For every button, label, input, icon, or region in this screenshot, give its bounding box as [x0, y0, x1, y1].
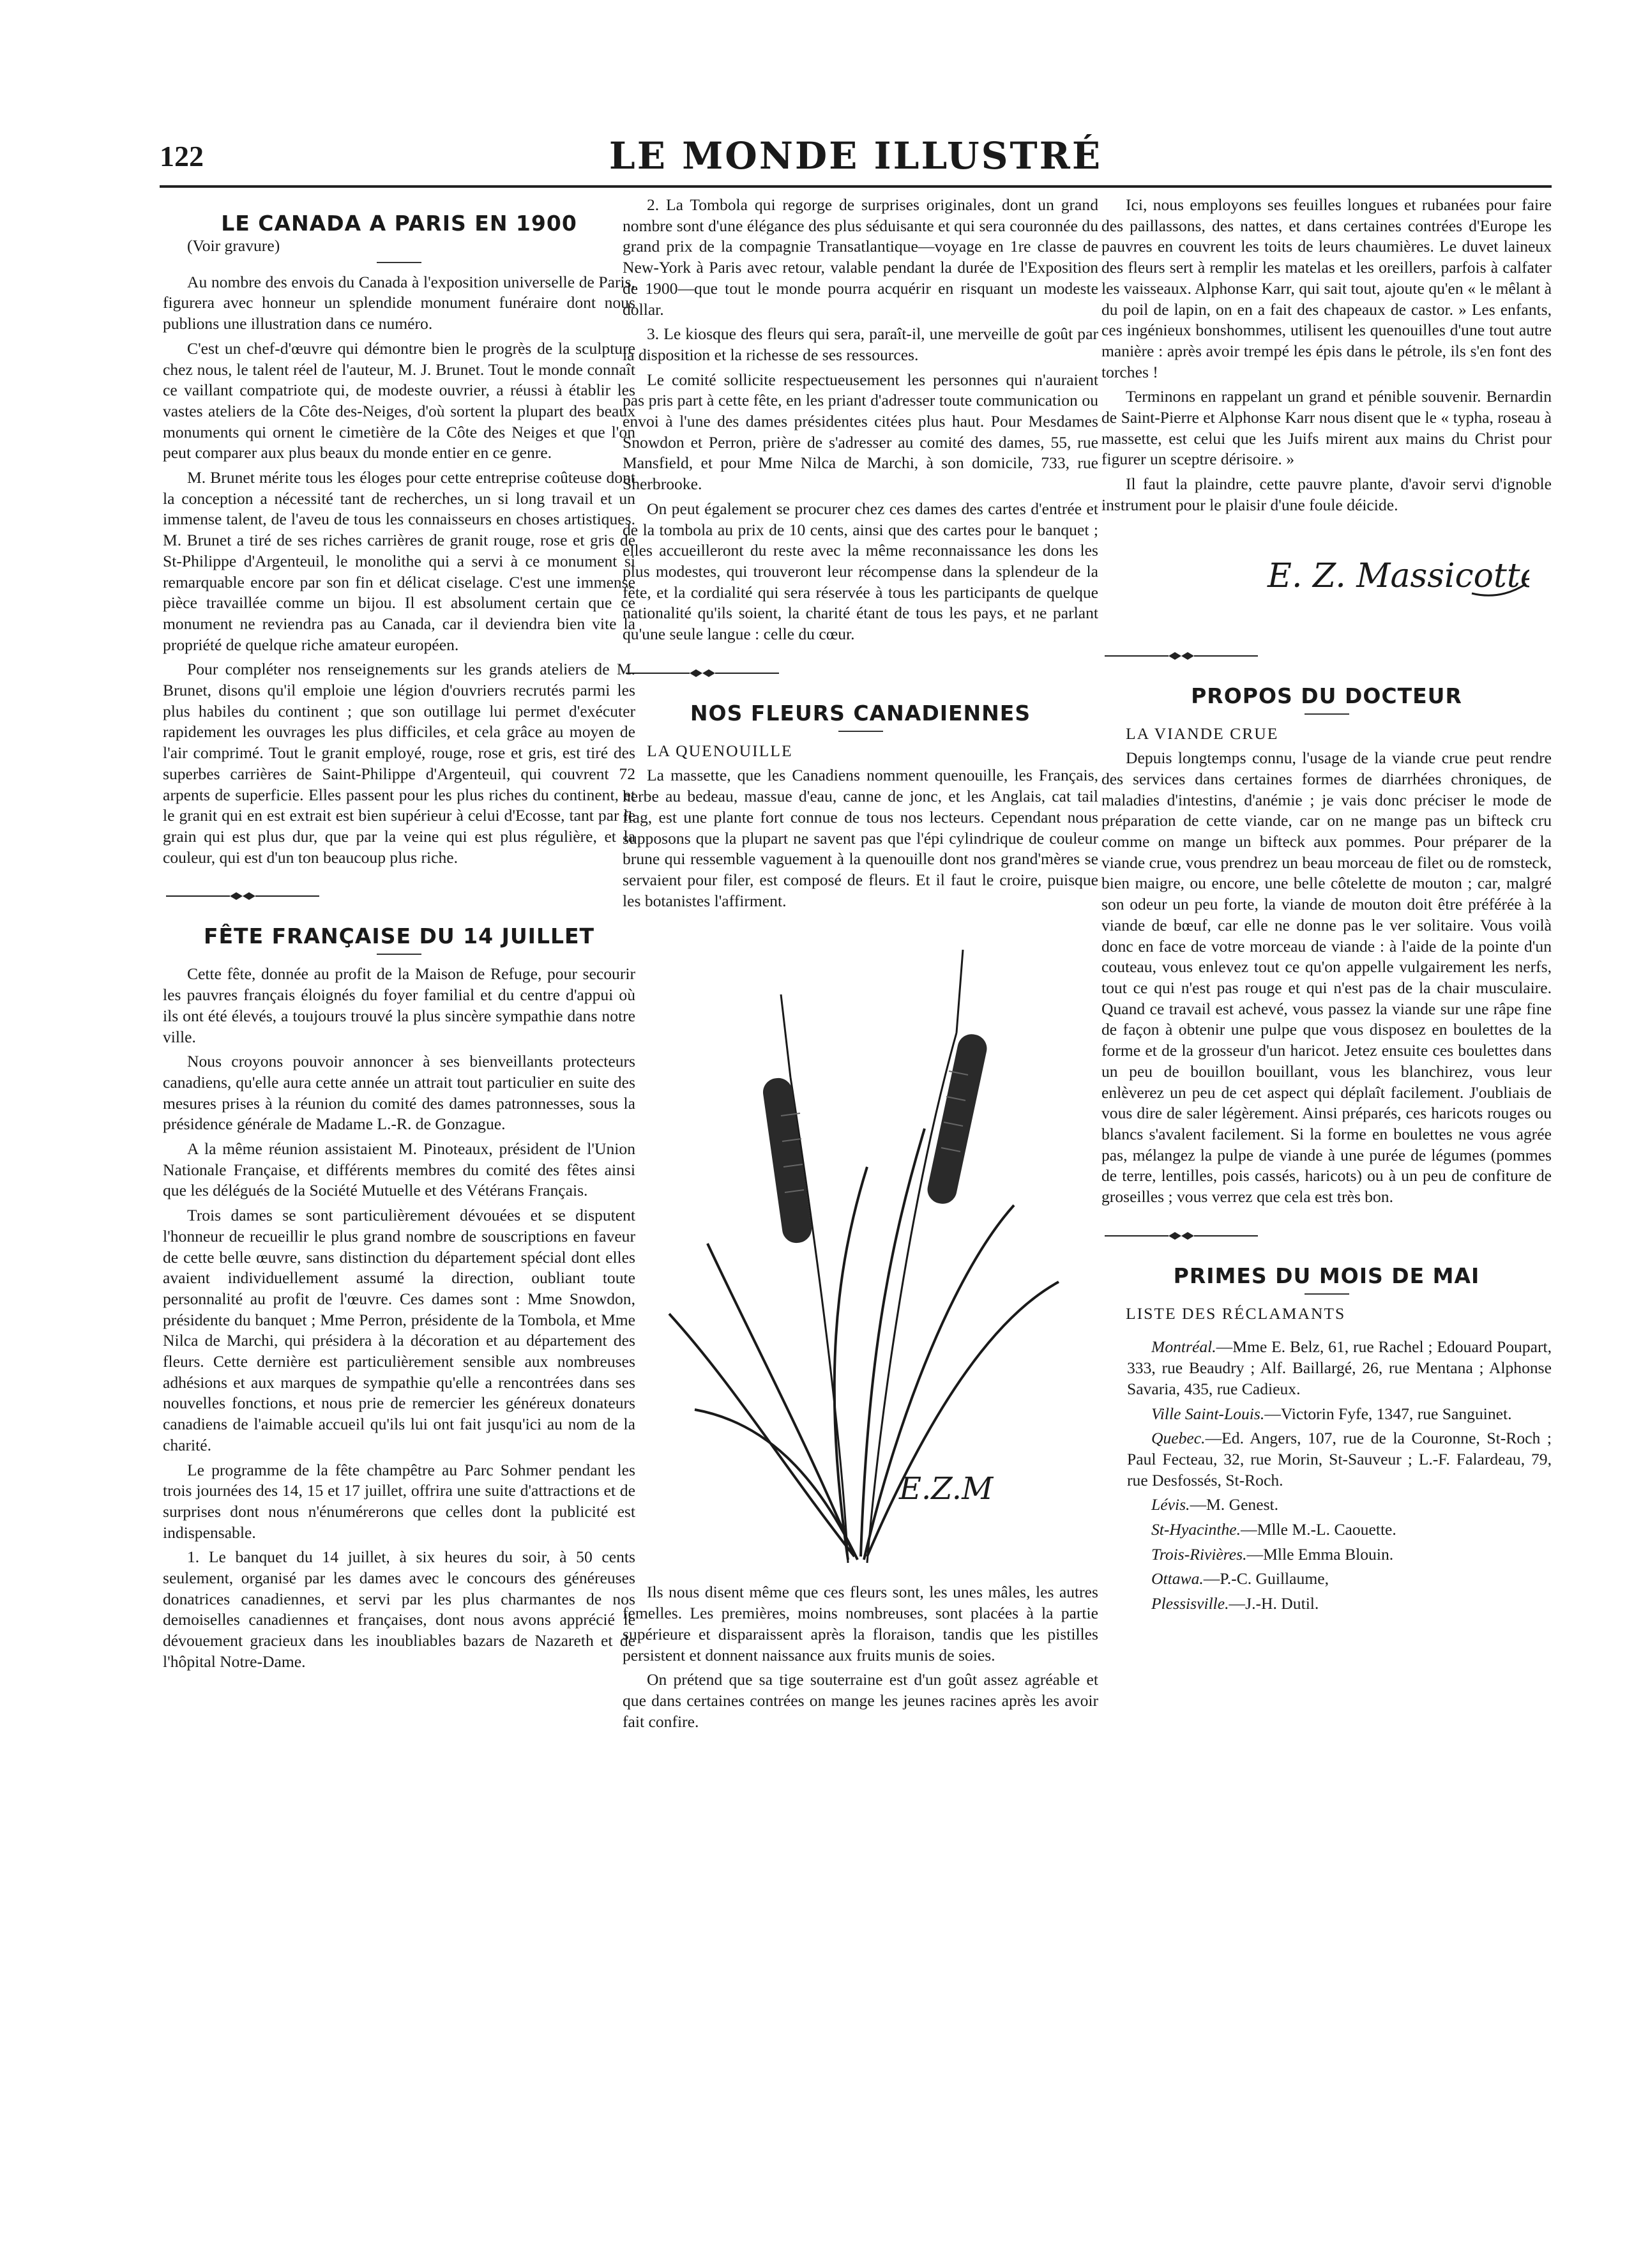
claim-place: Ottawa. — [1151, 1569, 1204, 1588]
title-rule — [1305, 1293, 1349, 1295]
article-subtitle-viande-crue: LA VIANDE CRUE — [1126, 724, 1279, 743]
claim-place: Trois-Rivières. — [1151, 1544, 1247, 1564]
ornament-divider-icon — [623, 667, 782, 680]
masthead — [160, 134, 1552, 184]
claim-names: —Mme E. Belz, 61, rue Rachel ; Edouard Poupart, 333, rue Beaudry ; Alf. Baillargé, 26, rue Mentana ; Alphonse Savaria, 435, rue Cadieux. — [1127, 1337, 1552, 1398]
claim-entry — [1101, 1519, 1552, 1541]
paragraph: Cette fête, donnée au profit de la Maison de Refuge, pour secourir les pauvres français éloignés du foyer familial et du centre d'appui où ils ont été élevés, a toujours trouvé la plus sincère sympathie dans notre ville. — [163, 964, 635, 1046]
claim-names: —M. Genest. — [1190, 1495, 1279, 1514]
paragraph: Trois dames se sont particulièrement dévouées et se disputent l'honneur de recueillir le plus grand nombre de souscriptions en faveur de cette belle œuvre, sans distinction du département spécial dont elles avaient individuellement assumé la direction, oubliant toute personnalité au profit de l'œuvre. Ces dames sont : Mme Snowdon, présidente du banquet ; Mme Perron, présidente de la Tombola, et Mme Nilca de Marchi, qui présidera à la décoration et au département des fleurs. Cette dernière est particulièrement sensible aux nombreuses adhésions et aux marques de sympathie qu'elle a rencontrées dans ses nouvelles fonctions, et nous prie de remercier les généreux donateurs canadiens de l'aimable accueil qu'ils lui ont fait jusqu'ici au nom de la charité. — [163, 1206, 635, 1454]
illustration-monogram: E.Z.M — [898, 1471, 993, 1507]
paragraph: Ils nous disent même que ces fleurs sont, les unes mâles, les autres femelles. Les premières, moins nombreuses, sont placées à la partie supérieure et disparaissent après la floraison, tandis que les pistilles persistent et donnent naissance aux fruits munis de soies. — [623, 1583, 1098, 1664]
claim-names: —J.-H. Dutil. — [1229, 1594, 1319, 1613]
article-title-propos-docteur: PROPOS DU DOCTEUR — [1191, 683, 1462, 708]
article-subtitle-voir-gravure: (Voir gravure) — [187, 236, 280, 255]
title-rule — [377, 262, 421, 263]
ornament-divider-icon — [163, 890, 322, 902]
article-title-primes-mai: PRIMES DU MOIS DE MAI — [1173, 1263, 1480, 1288]
column-1 — [163, 195, 635, 2226]
article-subtitle-quenouille: LA QUENOUILLE — [647, 741, 793, 760]
paragraph: Il faut la plaindre, cette pauvre plante, d'avoir servi d'ignoble instrument pour le plaisir d'une foule déicide. — [1101, 475, 1552, 514]
claim-entry — [1101, 1428, 1552, 1491]
paragraph: La massette, que les Canadiens nomment quenouille, les Français, herbe au bedeau, massue d'eau, canne de jonc, et les Anglais, cat tail flag, est une plante fort connue de tous nos lecteurs. Cependant nous supposons que la plupart ne savent pas que l'épi cylindrique de couleur brune qui ressemble vaguement à la quenouille dont nos grand'mères se servaient pour filer, est composé de fleurs. Et il faut le croire, puisque les botanistes l'affirment. — [623, 766, 1098, 910]
ornament-divider-icon — [1101, 650, 1261, 662]
paragraph: Le comité sollicite respectueusement les personnes qui n'auraient pas pris part à cette fête, en les priant d'adresser toute communication ou envoi à l'une des dames présidentes citées plus haut. Pour Mesdames Snowdon et Perron, prière de s'adresser au comité des dames, 55, rue Mansfield, et pour Mme Nilca de Marchi, à son domicile, 733, rue Sherbrooke. — [623, 370, 1098, 494]
title-rule — [1305, 713, 1349, 715]
paragraph: M. Brunet mérite tous les éloges pour cette entreprise coûteuse dont la conception a nécessité tant de recherches, un si long travail et un immense talent, de l'aveu de tous les connaisseurs en choses artistiques. M. Brunet a tiré de ses riches carrières de granit rouge, rose et gris de St-Philippe d'Argenteuil, le monolithe qui a servi à ce monument si remarquable encore par son fin et délicat ciselage. C'est une immense pièce travaillée comme un bijou. Il est absolument certain que ce monument ne reviendra pas au Canada, car il deviendra bien vite la propriété de quelque riche amateur européen. — [163, 468, 635, 654]
cattail-illustration — [656, 924, 1065, 1569]
paragraph: Pour compléter nos renseignements sur les grands ateliers de M. Brunet, disons qu'il emploie une légion d'ouvriers recrutés parmi les plus habiles du continent ; que son outillage lui permet d'exécuter rapidement les ouvrages les plus difficiles, et cela grâce au moyen de l'air comprimé. Tout le granit employé, rouge, rose et gris, est tiré des superbes carrières de Saint-Philippe d'Argenteuil, qui couvrent 72 arpents de superficie. Elles passent pour les plus riches du continent, et le granit qui en est extrait est bien supérieur à celui d'Ecosse, tant par le grain qui est plus dur, que par la veine qui est plus régulière, et la couleur, qui est d'un ton beaucoup plus riche. — [163, 660, 635, 867]
masthead-rule — [160, 185, 1552, 188]
claim-place: St-Hyacinthe. — [1151, 1520, 1241, 1539]
claim-entry — [1101, 1594, 1552, 1615]
ornament-divider-icon — [1101, 1229, 1261, 1242]
journal-title: LE MONDE ILLUSTRÉ — [609, 134, 1103, 178]
claim-names: —Mlle M.-L. Caouette. — [1241, 1520, 1396, 1539]
claim-place: Ville Saint-Louis. — [1151, 1404, 1265, 1423]
paragraph: 2. La Tombola qui regorge de surprises originales, dont un grand nombre sont d'une élégance des plus séduisante et qui sera couronnée du grand prix de la compagnie Transatlantique—voyage en 1re classe de New-York à Paris avec retour, valable pendant la durée de l'Exposition de 1900—que tout le monde pourra acquérir en risquant un modeste dollar. — [623, 195, 1098, 319]
claim-place: Lévis. — [1151, 1495, 1190, 1514]
claim-place: Montréal. — [1151, 1337, 1216, 1357]
claim-names: —P.-C. Guillaume, — [1203, 1569, 1329, 1588]
paragraph: 3. Le kiosque des fleurs qui sera, paraît-il, une merveille de goût par la disposition et la richesse de ses ressources. — [623, 324, 1098, 364]
paragraph: Terminons en rappelant un grand et pénible souvenir. Bernardin de Saint-Pierre et Alphonse Karr nous disent que le « typha, roseau à massette, est celui que les Juifs mirent aux mains du Christ pour figurer un sceptre dérisoire. » — [1101, 387, 1552, 469]
article-title-nos-fleurs: NOS FLEURS CANADIENNES — [690, 700, 1031, 726]
title-rule — [838, 731, 883, 732]
claim-place: Quebec. — [1151, 1429, 1206, 1448]
paragraph: 1. Le banquet du 14 juillet, à six heures du soir, à 50 cents seulement, organisé par les dames avec le concours des généreuses donatrices canadiennes, et servi par les plus charmantes de nos demoiselles canadiennes et françaises, dont nous avons apprécié le dévouement gracieux dans les inoubliables bazars de Nazareth et de l'hôpital Notre-Dame. — [163, 1548, 635, 1671]
paragraph: Nous croyons pouvoir annoncer à ses bienveillants protecteurs canadiens, qu'elle aura cette année un attrait tout particulier en suite des mesures prises à la réunion du comité des dames patronnesses, sous la présidence générale de Madame L.-R. de Gonzague. — [163, 1052, 635, 1134]
article-subtitle-liste-reclamants: LISTE DES RÉCLAMANTS — [1126, 1304, 1346, 1323]
paragraph: A la même réunion assistaient M. Pinoteaux, président de l'Union Nationale Française, et différents membres du comité des fêtes ainsi que les délégués de la Société Mutuelle et des Vétérans Français. — [163, 1139, 635, 1200]
claim-entry — [1101, 1569, 1552, 1590]
paragraph: C'est un chef-d'œuvre qui démontre bien le progrès de la sculpture chez nous, le talent réel de l'auteur, M. J. Brunet. Tout le monde connaît ce vaillant compatriote qui, de modeste ouvrier, a réussi à établir les vastes ateliers de la Côte des-Neiges, d'où sortent la plupart des beaux monuments qui ornent le cimetière de la Côte des Neiges et que l'on peut comparer aux plus beaux du monde entier en ce genre. — [163, 339, 635, 462]
claim-entry — [1101, 1495, 1552, 1516]
paragraph: On prétend que sa tige souterraine est d'un goût assez agréable et que dans certaines contrées on mange les jeunes racines après les avoir fait confire. — [623, 1670, 1098, 1731]
claim-entry — [1101, 1404, 1552, 1425]
paragraph: On peut également se procurer chez ces dames des cartes d'entrée et de la tombola au prix de 10 cents, ainsi que des cartes pour le banquet ; elles accueilleront du reste avec la même reconnaissance les dons les plus modestes, qui trouveront leur récompense dans la splendeur de la fête, et la cordialité qui sera réservée à tous les participants de quelque nationalité qu'ils soient, la charité étant de tous les pays, et ne parlant qu'une seule langue : celle du cœur. — [623, 499, 1098, 644]
paragraph: Depuis longtemps connu, l'usage de la viande crue peut rendre des services dans certaines formes de diarrhées chroniques, de maladies d'intestins, d'anémie ; je vais donc préciser le mode de préparation de cette viande, car on ne mange pas un bifteck cru comme on mange un bifteck aux pommes. Pour préparer de la viande crue, vous prendrez un beau morceau de filet ou de romsteck, bien maigre, ou encore, une belle côtelette de mouton ; car, malgré son odeur un peu forte, la viande de mouton doit être préférée à la viande de bœuf, car elle ne donne pas le ver solitaire. Vous voilà donc en face de votre morceau de viande : à l'aide de la pointe d'un couteau, vous enlevez tout ce qu'on appelle vulgairement les nerfs, tout ce qui n'est pas rouge et qui n'est pas de la chair musculaire. Quand ce travail est achevé, vous passez la viande sur une râpe fine de façon à obtenir une pulpe que vous disposez en boulettes de la forme et de la grosseur d'un haricot. Jetez ensuite ces boulettes dans un peu de bouillon bouillant, vous les blanchirez, vous leur enlèverez un peu de cet aspect qui déplaît facilement. J'oubliais de vous dire de saler légèrement. Ainsi préparés, ces haricots rouges ou blancs s'avalent facilement. Si la forme en boulettes ne vous agrée pas, mélangez la pulpe de viande à une purée de légumes (pommes de terre, lentilles, pois cassés, haricots) ou à un peu de confiture de groseilles ; vous verrez que cela est très bon. — [1101, 749, 1552, 1206]
claim-entry — [1101, 1337, 1552, 1399]
article-title-fete-francaise: FÊTE FRANÇAISE DU 14 JUILLET — [203, 924, 595, 949]
author-signature — [1261, 539, 1529, 609]
column-2 — [623, 195, 1098, 2226]
page-number: 122 — [160, 140, 204, 172]
signature-text: E. Z. Massicotte — [1267, 556, 1529, 595]
paragraph: Au nombre des envois du Canada à l'exposition universelle de Paris, figurera avec honneur un splendide monument funéraire dont nous publions une illustration dans ce numéro. — [163, 272, 635, 333]
paragraph: Ici, nous employons ses feuilles longues et rubanées pour faire des paillassons, des nattes, et dans certaines contrées d'Europe les pauvres en couvrent les toits de leurs chaumières. Le duvet laineux des fleurs sert à remplir les matelas et les oreillers, parfois à calfater les vaisseaux. Alphonse Karr, qui sait tout, ajoute qu'en « le mêlant à du poil de lapin, on en a fait des chapeaux de castor. » Les enfants, ces ingénieux bonshommes, utilisent les quenouilles d'une tout autre manière : après avoir trempé les épis dans le pétrole, ils s'en font des torches ! — [1101, 195, 1552, 381]
paragraph: Le programme de la fête champêtre au Parc Sohmer pendant les trois journées des 14, 15 et 17 juillet, offrira une suite d'attractions et de surprises dont nous n'énumérerons que celles dont la publicité est indispensable. — [163, 1460, 635, 1542]
claim-names: —Ed. Angers, 107, rue de la Couronne, St-Roch ; Paul Fecteau, 32, rue Morin, St-Sauveur ; L.-F. Falardeau, 79, rue Desfossés, St-Roch. — [1127, 1429, 1552, 1489]
claim-entry — [1101, 1544, 1552, 1565]
claim-place: Plessisville. — [1151, 1594, 1229, 1613]
title-rule — [377, 954, 421, 955]
article-title-canada-paris: LE CANADA A PARIS EN 1900 — [221, 211, 577, 236]
column-3 — [1101, 195, 1552, 2226]
claim-names: —Mlle Emma Blouin. — [1246, 1544, 1394, 1564]
claim-names: —Victorin Fyfe, 1347, rue Sanguinet. — [1264, 1404, 1512, 1423]
